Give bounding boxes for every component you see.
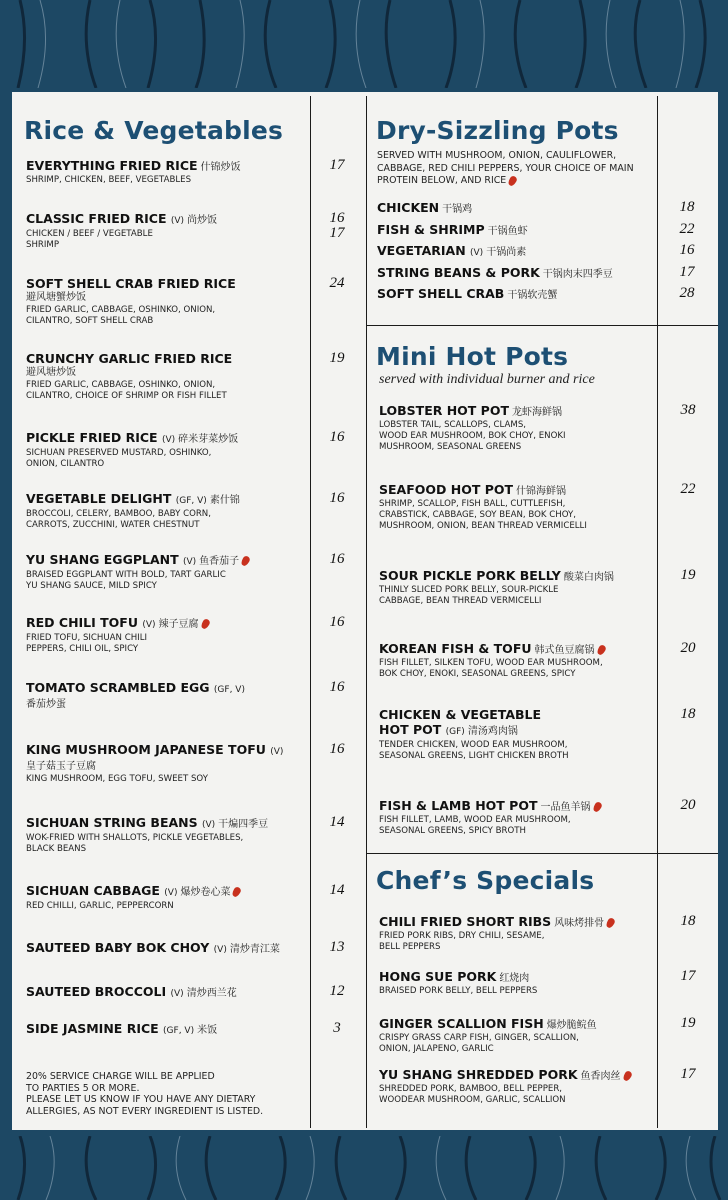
- wave-pattern-top: [0, 0, 728, 88]
- divider-center: [366, 96, 367, 1128]
- item-chinese-name: 爆炒卷心菜: [180, 887, 231, 898]
- mini-hot-pot-item: [379, 568, 655, 607]
- item-name-text: HONG SUE PORK: [379, 969, 497, 984]
- mini-hot-pot-item: [379, 707, 655, 762]
- item-name: [379, 969, 655, 986]
- item-name: [379, 482, 655, 499]
- item-name: [26, 158, 306, 175]
- rice-menu-item: [26, 883, 306, 912]
- item-chinese-name: 什锦海鲜锅: [516, 486, 567, 497]
- top-decorative-band: [0, 0, 728, 88]
- section-title-mini-hot-pots: Mini Hot Pots: [376, 342, 569, 371]
- rice-menu-item: [26, 351, 306, 402]
- item-description: THINLY SLICED PORK BELLY, SOUR-PICKLE CABBAGE, BEAN THREAD VERMICELLI: [379, 585, 559, 606]
- diet-tag: (V): [201, 820, 216, 830]
- item-name-text: KING MUSHROOM JAPANESE TOFU: [26, 742, 266, 757]
- spicy-chili-icon: [591, 800, 602, 812]
- item-price: 16: [329, 210, 345, 226]
- item-name: [26, 491, 306, 509]
- spicy-chili-icon: [231, 885, 242, 897]
- item-description: CRISPY GRASS CARP FISH, GINGER, SCALLION, ONION, JALAPENO, GARLIC: [379, 1033, 579, 1054]
- item-chinese-name: 酸菜白肉锅: [563, 572, 614, 583]
- item-chinese-name: 干煸四季豆: [218, 819, 269, 830]
- item-price: 28: [679, 285, 695, 301]
- item-name-text: SAUTEED BROCCOLI: [26, 984, 167, 999]
- item-name-text: EVERYTHING FRIED RICE: [26, 158, 198, 173]
- item-price: 16: [679, 242, 695, 258]
- item-price: 22: [679, 221, 695, 237]
- item-price-secondary: 17: [329, 225, 345, 241]
- section-title-dry-sizzling-pots: Dry-Sizzling Pots: [376, 116, 619, 145]
- item-description: BROCCOLI, CELERY, BAMBOO, BABY CORN, CARROTS, ZUCCHINI, WATER CHESTNUT: [26, 509, 211, 530]
- item-name: [26, 742, 306, 760]
- item-chinese-name: 干锅鱼虾: [487, 226, 528, 237]
- item-name-text: PICKLE FRIED RICE: [26, 430, 158, 445]
- item-description: RED CHILLI, GARLIC, PEPPERCORN: [26, 901, 174, 911]
- item-chinese-name: 鱼香肉丝: [580, 1071, 621, 1082]
- item-description: BRAISED EGGPLANT WITH BOLD, TART GARLIC YU SHANG SAUCE, MILD SPICY: [26, 570, 226, 591]
- rice-menu-item: [26, 940, 306, 958]
- item-name-text: CHICKEN: [377, 200, 440, 215]
- item-name-text: STRING BEANS & PORK: [377, 265, 540, 280]
- dry-sizzling-pots-description-text: SERVED WITH MUSHROOM, ONION, CAULIFLOWER, CABBAGE, RED CHILI PEPPERS, YOUR CHOICE OF MAIN PROTEIN BELOW, AND RICE: [377, 150, 634, 186]
- item-name-text: CHILI FRIED SHORT RIBS: [379, 914, 552, 929]
- item-price: 16: [329, 490, 345, 506]
- mini-hot-pot-item: [379, 798, 655, 837]
- diet-tag: (V): [470, 248, 484, 258]
- item-price: 13: [329, 939, 345, 955]
- item-chinese-name: 红烧肉: [499, 973, 530, 984]
- item-description: CHICKEN / BEEF / VEGETABLE SHRIMP: [26, 229, 153, 250]
- item-chinese-name: 清炒青江菜: [229, 944, 280, 955]
- item-name: [379, 1067, 655, 1084]
- item-description: KING MUSHROOM, EGG TOFU, SWEET SOY: [26, 774, 208, 784]
- item-price: 20: [680, 640, 696, 656]
- item-price: 18: [680, 913, 696, 929]
- item-name: [26, 680, 306, 698]
- diet-tag: (GF, V): [175, 496, 207, 506]
- item-description: FISH FILLET, SILKEN TOFU, WOOD EAR MUSHROOM, BOK CHOY, ENOKI, SEASONAL GREENS, SPICY: [379, 658, 603, 679]
- mini-hot-pot-item: [379, 641, 655, 680]
- dry-pot-item: [377, 286, 657, 303]
- item-name: [379, 403, 655, 420]
- rice-menu-item: [26, 276, 306, 327]
- diet-tag: (V): [182, 557, 197, 567]
- item-price: 24: [329, 275, 345, 291]
- item-name: [379, 568, 655, 585]
- item-price: 38: [680, 402, 696, 418]
- item-name-text: CHICKEN & VEGETABLE: [379, 707, 542, 722]
- item-name: [26, 984, 306, 1002]
- divider-right-price-column: [657, 96, 658, 1128]
- item-name: [26, 430, 306, 448]
- diet-tag: (GF, V): [163, 1026, 195, 1036]
- item-name: [26, 815, 306, 833]
- item-name-text: SOFT SHELL CRAB: [377, 286, 505, 301]
- item-name-text: SAUTEED BABY BOK CHOY: [26, 940, 210, 955]
- item-description: SHRIMP, SCALLOP, FISH BALL, CUTTLEFISH, CRABSTICK, CABBAGE, SOY BEAN, BOK CHOY, MUSHROOM, ONION, BEAN THREAD VERMICELLI: [379, 499, 587, 531]
- item-description: LOBSTER TAIL, SCALLOPS, CLAMS, WOOD EAR MUSHROOM, BOK CHOY, ENOKI MUSHROOM, SEASONAL GREENS: [379, 420, 566, 452]
- diet-tag: (V): [161, 435, 176, 445]
- item-chinese-name: 清汤鸡肉锅: [467, 726, 518, 737]
- item-name-text: SIDE JASMINE RICE: [26, 1021, 159, 1036]
- item-name: [26, 276, 306, 291]
- item-description: SHREDDED PORK, BAMBOO, BELL PEPPER, WOODEAR MUSHROOM, GARLIC, SCALLION: [379, 1084, 566, 1105]
- item-name: [26, 552, 306, 570]
- mini-hot-pots-subtitle: served with individual burner and rice: [379, 372, 595, 387]
- spicy-chili-icon: [240, 554, 251, 566]
- item-name-text: RED CHILI TOFU: [26, 615, 138, 630]
- item-name: [379, 798, 655, 815]
- diet-tag: (V): [170, 989, 184, 999]
- item-name-text: KOREAN FISH & TOFU: [379, 641, 532, 656]
- item-price: 20: [680, 797, 696, 813]
- item-name-text: SICHUAN CABBAGE: [26, 883, 160, 898]
- item-name-text: CLASSIC FRIED RICE: [26, 211, 167, 226]
- diet-tag: (V): [213, 945, 227, 955]
- item-price: 16: [329, 614, 345, 630]
- item-price: 19: [680, 1015, 696, 1031]
- bottom-decorative-band: [0, 1136, 728, 1200]
- item-description: FISH FILLET, LAMB, WOOD EAR MUSHROOM, SEASONAL GREENS, SPICY BROTH: [379, 815, 571, 836]
- rice-menu-item: [26, 615, 306, 655]
- item-name: [26, 211, 306, 229]
- rice-menu-item: [26, 742, 306, 785]
- item-price: 16: [329, 429, 345, 445]
- item-chinese-name: 避风塘蟹炒饭: [26, 292, 86, 303]
- diet-tag: (V): [142, 620, 156, 630]
- spicy-chili-icon: [507, 174, 518, 186]
- item-chinese-name: 番茄炒蛋: [26, 699, 66, 710]
- item-price: 17: [680, 968, 696, 984]
- item-price: 17: [329, 157, 345, 173]
- item-name: [377, 243, 657, 261]
- item-name-text: VEGETARIAN: [377, 243, 466, 258]
- item-name: [26, 883, 306, 901]
- item-name: [26, 940, 306, 958]
- dry-pot-item: [377, 265, 657, 282]
- diet-tag: (V): [164, 888, 178, 898]
- item-chinese-name: 一品鱼羊锅: [540, 802, 591, 813]
- item-name: [379, 1016, 655, 1033]
- item-chinese-name: 爆炒脆鲩鱼: [546, 1020, 597, 1031]
- item-name: [379, 914, 655, 931]
- item-description: FRIED TOFU, SICHUAN CHILI PEPPERS, CHILI OIL, SPICY: [26, 633, 148, 654]
- chefs-special-item: [379, 1016, 655, 1055]
- item-name-text: YU SHANG SHREDDED PORK: [379, 1067, 578, 1082]
- item-chinese-name: 风味烤排骨: [554, 918, 605, 929]
- item-chinese-name: 辣子豆腐: [158, 619, 199, 630]
- item-description: BRAISED PORK BELLY, BELL PEPPERS: [379, 986, 538, 996]
- rice-menu-item: [26, 552, 306, 592]
- diet-tag: (GF): [445, 727, 465, 737]
- spicy-chili-icon: [621, 1069, 632, 1081]
- item-price: 19: [329, 350, 345, 366]
- item-name-text: HOT POT: [379, 722, 442, 737]
- item-name: [377, 286, 657, 303]
- rice-menu-item: [26, 211, 306, 251]
- item-chinese-name: 避风塘炒饭: [26, 367, 76, 378]
- item-description: TENDER CHICKEN, WOOD EAR MUSHROOM, SEASONAL GREENS, LIGHT CHICKEN BROTH: [379, 740, 569, 761]
- rice-menu-item: [26, 491, 306, 531]
- item-name-text: TOMATO SCRAMBLED EGG: [26, 680, 210, 695]
- item-name-text: FISH & SHRIMP: [377, 222, 485, 237]
- item-name-text: FISH & LAMB HOT POT: [379, 798, 538, 813]
- spicy-chili-icon: [605, 916, 616, 928]
- item-description: SHRIMP, CHICKEN, BEEF, VEGETABLES: [26, 175, 192, 185]
- item-price: 16: [329, 679, 345, 695]
- item-price: 16: [329, 551, 345, 567]
- item-name: [26, 1021, 306, 1039]
- item-chinese-name: 米饭: [197, 1025, 218, 1036]
- item-name-text: GINGER SCALLION FISH: [379, 1016, 544, 1031]
- item-price: 19: [680, 567, 696, 583]
- item-price: 22: [680, 481, 696, 497]
- item-chinese-name: 干锅肉末四季豆: [542, 269, 613, 280]
- diet-tag: (V): [270, 747, 284, 757]
- chefs-special-item: [379, 969, 655, 997]
- item-price: 17: [679, 264, 695, 280]
- divider-pots-mini: [366, 325, 718, 326]
- item-chinese-name: 龙虾海鲜锅: [512, 407, 562, 418]
- chefs-special-item: [379, 914, 655, 953]
- item-name: [377, 265, 657, 282]
- item-name-text: SICHUAN STRING BEANS: [26, 815, 198, 830]
- item-name: [26, 615, 306, 633]
- item-name-text: VEGETABLE DELIGHT: [26, 491, 172, 506]
- item-chinese-name: 什锦炒饭: [200, 162, 241, 173]
- rice-menu-item: [26, 430, 306, 470]
- item-chinese-name: 干锅尚素: [486, 247, 527, 258]
- diet-tag: (V): [170, 216, 185, 226]
- item-name: [26, 351, 306, 366]
- divider-left-price-column: [310, 96, 311, 1128]
- item-name-text: SOUR PICKLE PORK BELLY: [379, 568, 561, 583]
- section-title-rice-vegetables: Rice & Vegetables: [24, 116, 284, 145]
- divider-mini-chef: [366, 853, 718, 854]
- item-chinese-name: 尚炒饭: [187, 215, 218, 226]
- item-chinese-name: 素什锦: [209, 495, 240, 506]
- item-name-text: LOBSTER HOT POT: [379, 403, 509, 418]
- item-chinese-name: 鱼香茄子: [199, 556, 240, 567]
- item-price: 14: [329, 814, 345, 830]
- item-description: SICHUAN PRESERVED MUSTARD, OSHINKO, ONION, CILANTRO: [26, 448, 212, 469]
- item-price: 18: [680, 706, 696, 722]
- item-chinese-name: 干锅鸡: [442, 204, 473, 215]
- chefs-special-item: [379, 1067, 655, 1106]
- dry-pot-item: [377, 200, 657, 217]
- item-price: 14: [329, 882, 345, 898]
- item-chinese-name: 碎米芽菜炒饭: [178, 434, 239, 445]
- dry-pot-item: [377, 243, 657, 261]
- rice-menu-item: [26, 815, 306, 855]
- rice-menu-item: [26, 1021, 306, 1039]
- mini-hot-pot-item: [379, 482, 655, 532]
- item-description: FRIED PORK RIBS, DRY CHILI, SESAME, BELL PEPPERS: [379, 931, 545, 952]
- section-title-chefs-specials: Chef’s Specials: [376, 866, 595, 895]
- item-chinese-name: 韩式鱼豆腐锅: [534, 645, 595, 656]
- item-name-text: YU SHANG EGGPLANT: [26, 552, 179, 567]
- item-name-text: SOFT SHELL CRAB FRIED RICE: [26, 276, 236, 291]
- item-price: 3: [333, 1020, 341, 1036]
- item-chinese-name: 干锅软壳蟹: [507, 290, 558, 301]
- item-chinese-name: 皇子菇玉子豆腐: [26, 761, 96, 772]
- item-name-text: CRUNCHY GARLIC FRIED RICE: [26, 351, 233, 366]
- item-name: [377, 222, 657, 239]
- item-name: [379, 707, 655, 722]
- spicy-chili-icon: [200, 617, 211, 629]
- dry-pot-item: [377, 222, 657, 239]
- item-name-text: SEAFOOD HOT POT: [379, 482, 514, 497]
- wave-pattern-bottom: [0, 1136, 728, 1200]
- item-price: 12: [329, 983, 345, 999]
- rice-menu-item: [26, 158, 306, 186]
- item-description: FRIED GARLIC, CABBAGE, OSHINKO, ONION, CILANTRO, CHOICE OF SHRIMP OR FISH FILLET: [26, 380, 227, 401]
- item-chinese-name: 清炒西兰花: [186, 988, 237, 999]
- item-name: [379, 641, 655, 658]
- item-price: 18: [679, 199, 695, 215]
- service-charge-note: 20% SERVICE CHARGE WILL BE APPLIED TO PARTIES 5 OR MORE. PLEASE LET US KNOW IF YOU HAVE ANY DIETARY ALLERGIES, AS NOT EVERY INGREDIENT IS LISTED.: [26, 1071, 264, 1117]
- item-price: 17: [680, 1066, 696, 1082]
- item-description: WOK-FRIED WITH SHALLOTS, PICKLE VEGETABLES, BLACK BEANS: [26, 833, 244, 854]
- item-name-line-2: [379, 722, 655, 740]
- dry-sizzling-pots-description: [377, 150, 655, 188]
- rice-menu-item: [26, 984, 306, 1002]
- diet-tag: (GF, V): [213, 685, 245, 695]
- spicy-chili-icon: [595, 643, 606, 655]
- item-price: 16: [329, 741, 345, 757]
- rice-menu-item: [26, 680, 306, 712]
- item-name: [377, 200, 657, 217]
- mini-hot-pot-item: [379, 403, 655, 453]
- item-description: FRIED GARLIC, CABBAGE, OSHINKO, ONION, CILANTRO, SOFT SHELL CRAB: [26, 305, 216, 326]
